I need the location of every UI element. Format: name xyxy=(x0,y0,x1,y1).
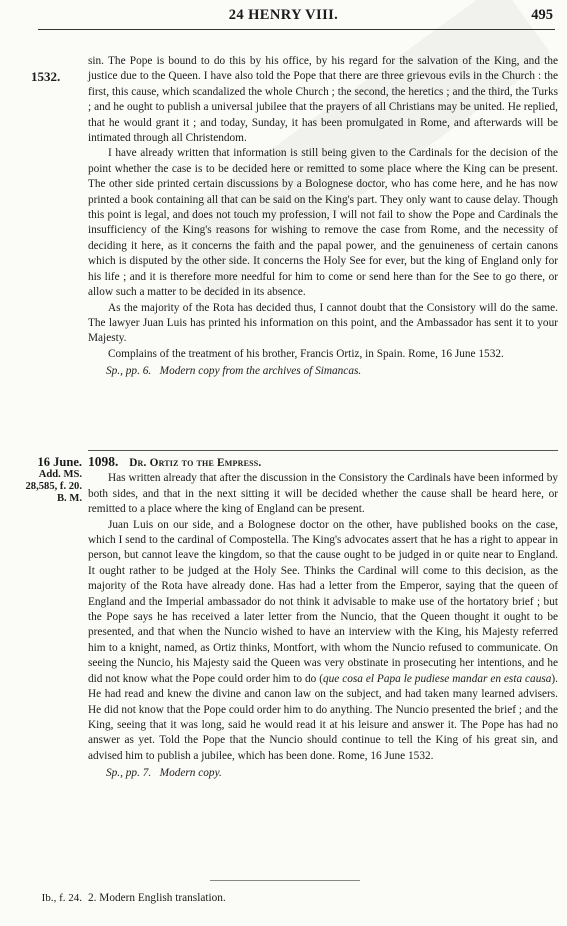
paragraph-text: ). He had read and knew the divine and canon law on the subject, and had taken many learned advisers. He did not know that the Pope could order him to do anything. The Nuncio presented the brief ; and the King, seeing that it was long, said he would read it at his leisure and answer it. The Pope has had no answer as yet. Told the Pope that the Nuncio should continue to tell the King of his great sin, and advised him to publish a jubilee, which has been done. Rome, 16 June 1532. xyxy=(88,672,558,762)
manuscript-ref: 28,585, f. 20. xyxy=(25,481,82,492)
margin-year: 1532. xyxy=(31,69,61,84)
paragraph: As the majority of the Rota has decided thus, I cannot doubt that the Consistory will do the same. The lawyer Juan Luis has printed his information on this point, and the Ambassador has sent it to your Majesty. xyxy=(88,301,558,345)
source-text: Modern copy from the archives of Simancas. xyxy=(159,365,362,378)
paragraph xyxy=(88,518,558,765)
entry-heading xyxy=(88,454,558,471)
source-note xyxy=(88,766,558,781)
entry-number: 1098. xyxy=(88,454,119,469)
section-divider xyxy=(88,450,558,451)
manuscript-ref: B. M. xyxy=(56,493,82,504)
quoted-spanish: que cosa el Papa le pudiese mandar en esta causa xyxy=(322,672,552,685)
translation-note: 2. Modern English translation. xyxy=(88,892,226,904)
letter-body-2 xyxy=(88,454,558,782)
paragraph-text: Juan Luis on our side, and a Bolognese doctor on the other, have published books on the case, which I send to the cardinal of Compostella. The King's advocates assert that he has a right to appear in person, but cannot leave the kingdom, so that the cause ought to be judged in or quite near to England. It ought rather to be judged at the Holy See. Thinks the Cardinal will come to this decision, as the majority of the Rota have already done. Has had a letter from the Emperor, saying that the queen of England and the Imperial ambassador do not think it advisable to make use of the hortatory brief ; but the Pope says he has received a later letter from the Nuncio, that the Queen thought it ought to be presented, and that when the Nuncio wished to have an interview with the King, his Majesty referred him to a knight, named, as Ortiz thinks, Montfort, with whom the Nuncio refused to communicate. On seeing the Nuncio, his Majesty said the Queen was very obstinate in prosecuting her intentions, and he did not know what the Pope could order him to do ( xyxy=(88,518,558,685)
short-rule xyxy=(210,880,360,881)
source-text: Modern copy. xyxy=(159,767,222,780)
source-label: Sp., pp. 6. xyxy=(106,365,152,378)
page-number: 495 xyxy=(531,7,553,23)
paragraph: Has written already that after the discussion in the Consistory the Cardinals have been informed by both sides, and that in the next sitting it will be decided whether the cause shall be heard here, or remitted to a place where the king of England can be present. xyxy=(88,472,558,516)
paragraph: Complains of the treatment of his brother, Francis Ortiz, in Spain. Rome, 16 June 1532. xyxy=(108,347,504,360)
running-head-title: 24 HENRY VIII. xyxy=(228,7,339,23)
paragraph: I have already written that information is still being given to the Cardinals for the decision of the point whether the case is to be decided here or remitted to some place where the King can be present. The other side printed certain discussions by a Bolognese doctor, who has come here, and he has now printed a book containing all that can be said on the King's part. They only want to cause delay. Though this point is legal, and does not touch my profession, I will not fail to show the Pope and Cardinals the insufficiency of the King's reasons for wishing to remove the case from Rome, and the necessity of deciding it here, as it concerns the faith and the papal power, and the genuineness of certain canons which is disputed by the other side. It concerns the Holy See for ever, but the king of England only for his life ; and it is therefore more needful for him to come or send here than for the See to go there, or allow such a matter to be decided in its absence. xyxy=(88,147,558,299)
running-head xyxy=(0,7,567,25)
header-rule xyxy=(38,29,555,30)
paragraph: sin. The Pope is bound to do this by his office, by his regard for the salvation of the King, and the justice due to the Queen. I have also told the Pope that there are three grievous evils in the Church : the first, this cause, which scandalized the whole Church ; the second, the heretics ; and the third, the Turks ; and he ought to publish a universal jubilee that the prayers of all Christians may be united. He replied, that he would grant it ; and today, Sunday, it has been promulgated in Rome, and afterwards will be intimated through all Christendom. xyxy=(88,55,558,145)
entry-margin xyxy=(0,455,82,505)
source-label: Sp., pp. 7. xyxy=(106,767,152,780)
source-note xyxy=(88,364,558,379)
entry-date: 16 June. xyxy=(37,455,82,469)
letter-body-1 xyxy=(88,54,558,380)
manuscript-ref: Add. MS. xyxy=(38,469,82,480)
entry-title: Dr. Ortiz to the Empress. xyxy=(129,457,262,469)
translation-ref: Ib., f. 24. xyxy=(41,892,82,904)
